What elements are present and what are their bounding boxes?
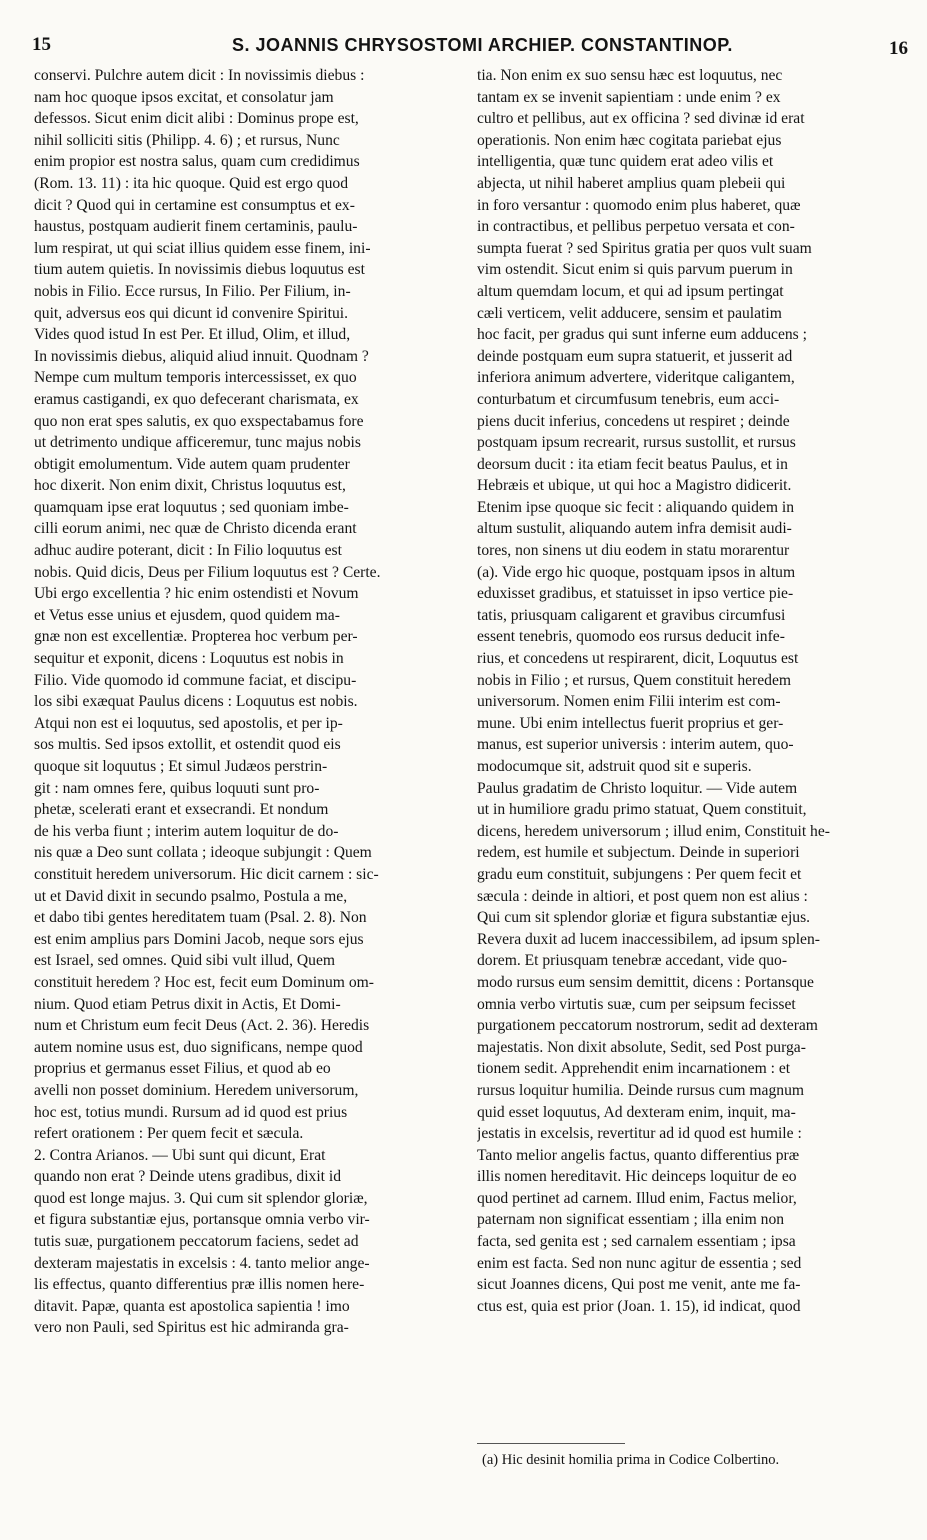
- right-column-line: sæcula : deinde in altiori, et post quem non est alius :: [477, 887, 808, 905]
- left-column-line: num et Christum eum fecit Deus (Act. 2. 36). Heredis: [34, 1017, 370, 1035]
- left-column-line: quod est longe majus. 3. Qui cum sit splendor gloriæ,: [34, 1189, 368, 1207]
- left-column-line: dexteram majestatis in excelsis : 4. tanto melior ange-: [34, 1254, 370, 1272]
- right-column-line: tionem sedit. Apprehendit enim incarnationem : et: [477, 1060, 791, 1078]
- left-column-line: ut detrimento undique afficeremur, tunc majus nobis: [34, 434, 361, 452]
- right-column-line: facta, sed genita est ; sed carnalem essentiam ; ipsa: [477, 1233, 796, 1251]
- left-column-line: enim propior est nostra salus, quam cum credidimus: [34, 153, 360, 171]
- left-column-line: avelli non posset dominium. Heredem universorum,: [34, 1081, 359, 1099]
- left-column-line: ut et David dixit in secundo psalmo, Postula a me,: [34, 887, 348, 905]
- right-column-line: sicut Joannes dicens, Qui post me venit, ante me fa-: [477, 1276, 801, 1294]
- left-column-line: dicit ? Quod qui in certamine est consumptus et ex-: [34, 196, 355, 214]
- right-column-line: redem, est humile et subjectum. Deinde in superiori: [477, 844, 800, 862]
- left-column-line: lis effectus, quanto differentius præ illis nomen here-: [34, 1276, 365, 1294]
- left-column-line: conservi. Pulchre autem dicit : In novissimis diebus :: [34, 67, 365, 84]
- right-column-line: purgationem peccatorum nostrorum, sedit ad dexteram: [477, 1017, 818, 1035]
- right-column-line: Tanto melior angelis factus, quanto differentius præ: [477, 1146, 800, 1164]
- left-column-line: sequitur et exponit, dicens : Loquutus est nobis in: [34, 650, 344, 668]
- left-column-line: cilli eorum animi, nec quæ de Christo dicenda erant: [34, 520, 357, 538]
- left-column-line: refert orationem : Per quem fecit et sæcula.: [34, 1125, 304, 1143]
- left-column-line: haustus, postquam audierit finem certaminis, paulu-: [34, 218, 358, 236]
- left-column-line: ditavit. Papæ, quanta est apostolica sapientia ! imo: [34, 1297, 350, 1315]
- left-column: [34, 65, 442, 1339]
- left-column-line: eramus castigandi, ex quo defecerant charismata, ex: [34, 390, 359, 408]
- right-column-line: deinde postquam eum supra statuerit, et jusserit ad: [477, 347, 793, 365]
- left-column-line: sos multis. Sed ipsos extollit, et ostendit quod eis: [34, 736, 341, 754]
- right-column-line: operationis. Non enim hæc cogitata pariebat ejus: [477, 131, 782, 149]
- left-column-line: Atqui non est ei loquutus, sed apostolis, et per ip-: [34, 714, 343, 732]
- left-column-line: adhuc audire poterant, dicit : In Filio loquutus est: [34, 542, 342, 560]
- left-column-line: phetæ, scelerati erant et exsecrandi. Et nondum: [34, 801, 329, 819]
- right-column-line: quod pertinet ad carnem. Illud enim, Factus melior,: [477, 1189, 797, 1207]
- right-column-line: ctus est, quia est prior (Joan. 1. 15), id indicat, quod: [477, 1297, 801, 1315]
- left-column-line: hoc est, totius mundi. Rursum ad id quod est prius: [34, 1103, 348, 1121]
- right-column-line: gradu eum constituit, subjungens : Per quem fecit et: [477, 865, 802, 883]
- right-column-line: modo rursus eum sensim demittit, dicens : Portansque: [477, 973, 814, 991]
- right-column-line: deorsum ducit : ita etiam fecit beatus Paulus, et in: [477, 455, 788, 473]
- left-column-line: defessos. Sicut enim dicit alibi : Dominus prope est,: [34, 110, 359, 128]
- right-column-line: Paulus gradatim de Christo loquitur. — Vide autem: [477, 779, 798, 797]
- right-column-line: cæli verticem, velit adducere, sensim et paulatim: [477, 304, 782, 322]
- left-column-line: quo non erat spes salutis, ex quo exspectabamus fore: [34, 412, 364, 430]
- left-column-line: (Rom. 13. 11) : ita hic quoque. Quid est ergo quod: [34, 174, 348, 192]
- right-column-line: postquam ipsum recrearit, rursus sustollit, et rursus: [477, 434, 796, 452]
- running-title: S. JOANNIS CHRYSOSTOMI ARCHIEP. CONSTANTINOP.: [232, 35, 733, 55]
- right-column-line: tores, non sinens ut diu eodem in statu morarentur: [477, 542, 790, 560]
- left-column-line: autem nomine usus est, duo significans, nempe quod: [34, 1038, 363, 1056]
- left-column-line: Vides quod istud In est Per. Et illud, Olim, et illud,: [34, 326, 351, 344]
- left-column-line: est enim amplius pars Domini Jacob, neque sors ejus: [34, 930, 364, 948]
- right-column-line: tantam ex se invenit sapientiam : unde enim ? ex: [477, 88, 781, 106]
- footnote: (a) Hic desinit homilia prima in Codice Colbertino.: [482, 1452, 780, 1468]
- right-column-line: majestatis. Non dixit absolute, Sedit, sed Post purga-: [477, 1038, 806, 1056]
- right-column-line: sumpta fuerat ? sed Spiritus gratia per quos vult suam: [477, 239, 812, 257]
- right-column-line: rursus loquitur humilia. Deinde rursus cum magnum: [477, 1081, 804, 1099]
- right-column-line: tia. Non enim ex suo sensu hæc est loquutus, nec: [477, 67, 783, 84]
- right-column-line: dicens, heredem universorum ; illud enim, Constituit he-: [477, 822, 830, 840]
- left-column-line: git : nam omnes fere, quibus loquuti sunt pro-: [34, 779, 320, 797]
- right-column-line: quid esset loquutus, Ad dexteram enim, inquit, ma-: [477, 1103, 796, 1121]
- right-column-line: in contractibus, et pellibus perpetuo versata et con-: [477, 218, 795, 236]
- right-column-line: essent tenebris, quomodo eos rursus deducit infe-: [477, 628, 785, 646]
- left-column-line: quando non erat ? Deinde utens gradibus, dixit id: [34, 1168, 342, 1186]
- running-header: [32, 34, 908, 62]
- left-column-line: nihil solliciti sitis (Philipp. 4. 6) ; et rursus, Nunc: [34, 131, 340, 149]
- left-column-line: quamquam ipse erat loquutus ; sed quoniam imbe-: [34, 498, 349, 516]
- left-column-line: lum respirat, ut qui sciat illius quidem esse finem, ini-: [34, 239, 371, 257]
- left-column-line: et Vetus esse unius et ejusdem, quod quidem ma-: [34, 606, 340, 624]
- right-column-line: vim ostendit. Sicut enim si quis parvum puerum in: [477, 261, 793, 279]
- left-column-line: constituit heredem ? Hoc est, fecit eum Dominum om-: [34, 973, 374, 991]
- right-column-line: Qui cum sit splendor gloriæ et figura substantiæ ejus.: [477, 909, 811, 927]
- left-column-line: nobis. Quid dicis, Deus per Filium loquutus est ? Certe.: [34, 563, 381, 581]
- right-column-line: abjecta, ut nihil haberet amplius quam plebeii qui: [477, 174, 786, 192]
- right-column-line: eduxisset gradibus, et statuisset in ipso vertice pie-: [477, 585, 794, 603]
- right-column-line: illis nomen hereditavit. Hic deinceps loquitur de eo: [477, 1168, 797, 1186]
- right-column-line: Hebræis et ubique, ut qui hoc a Magistro didicerit.: [477, 477, 792, 495]
- right-column-line: universorum. Nomen enim Filii interim est com-: [477, 693, 781, 711]
- right-column-line: rius, et concedens ut respirarent, dicit, Loquutus est: [477, 650, 799, 668]
- right-column-line: nobis in Filio ; et rursus, Quem constituit heredem: [477, 671, 792, 689]
- right-column-line: modocumque sit, adstruit quod sit e superis.: [477, 758, 752, 775]
- right-column-line: ut in humiliore gradu primo statuat, Quem constituit,: [477, 801, 807, 819]
- right-column: [477, 65, 887, 1317]
- left-column-line: et dabo tibi gentes hereditatem tuam (Psal. 2. 8). Non: [34, 909, 367, 927]
- right-column-line: manus, est superior universis : interim autem, quo-: [477, 736, 794, 754]
- right-column-line: dorem. Et priusquam tenebræ accedant, vide quo-: [477, 952, 788, 970]
- left-column-line: nium. Quod etiam Petrus dixit in Actis, Et Domi-: [34, 995, 341, 1013]
- right-column-line: piens ducit inferius, concedens ut respiret ; deinde: [477, 412, 790, 430]
- right-column-line: enim est facta. Sed non nunc agitur de essentia ; sed: [477, 1254, 802, 1272]
- right-column-line: hoc facit, per gradus qui sunt inferne eum adducens ;: [477, 326, 807, 344]
- right-column-line: omnia verbo virtutis suæ, cum per seipsum fecisset: [477, 995, 796, 1013]
- right-column-line: intelligentia, quæ tunc quidem erat adeo vilis et: [477, 153, 774, 171]
- left-column-line: tutis suæ, purgationem peccatorum faciens, sedet ad: [34, 1233, 359, 1251]
- right-column-line: in foro versantur : quomodo enim plus haberet, quæ: [477, 196, 801, 214]
- left-column-line: hoc dixerit. Non enim dixit, Christus loquutus est,: [34, 477, 346, 495]
- left-column-line: Filio. Vide quomodo id commune faciat, et discipu-: [34, 671, 357, 689]
- left-column-line: constituit heredem universorum. Hic dicit carnem : sic-: [34, 865, 379, 883]
- left-column-line: obtigit emolumentum. Vide autem quam prudenter: [34, 455, 350, 473]
- left-column-line: nobis in Filio. Ecce rursus, In Filio. Per Filium, in-: [34, 282, 351, 300]
- left-column-line: tium autem quietis. In novissimis diebus loquutus est: [34, 261, 365, 279]
- left-column-line: vero non Pauli, sed Spiritus est hic admiranda gra-: [34, 1319, 349, 1337]
- right-column-line: Etenim ipse quoque sic fecit : aliquando quidem in: [477, 498, 794, 516]
- right-column-line: jestatis in excelsis, revertitur ad id quod est humile :: [477, 1125, 802, 1143]
- right-column-line: cultro et pellibus, aut ex officina ? sed divinæ id erat: [477, 110, 805, 128]
- left-column-line: est Israel, sed omnes. Quid sibi vult illud, Quem: [34, 952, 336, 970]
- right-column-line: conturbatum et circumfusum tenebris, eum acci-: [477, 390, 780, 408]
- left-column-line: 2. Contra Arianos. — Ubi sunt qui dicunt, Erat: [34, 1146, 326, 1164]
- right-column-line: altum quemdam locum, et qui ad ipsum pertingat: [477, 282, 784, 300]
- right-column-line: altum sustulit, aliquando autem infra demisit audi-: [477, 520, 792, 538]
- page-number-left: 15: [32, 34, 51, 55]
- left-column-line: Ubi ergo excellentia ? hic enim ostendisti et Novum: [34, 585, 359, 603]
- left-column-line: nam hoc quoque ipsos excitat, et consolatur jam: [34, 88, 334, 106]
- right-column-line: paternam non significat essentiam ; illa enim non: [477, 1211, 785, 1229]
- left-column-line: nis quæ a Deo sunt collata ; ideoque subjungit : Quem: [34, 844, 372, 862]
- footnote-rule: [477, 1443, 625, 1444]
- right-column-line: inferiora animum advertere, videritque caligantem,: [477, 369, 795, 387]
- left-column-line: de his verba fiunt ; interim autem loquitur de do-: [34, 822, 339, 840]
- right-column-line: tatis, priusquam caligarent et gravibus circumfusi: [477, 606, 786, 624]
- left-column-line: quoque sit loquutus ; Et simul Judæos perstrin-: [34, 758, 328, 775]
- right-column-line: mune. Ubi enim intellectus fuerit proprius et ger-: [477, 714, 784, 732]
- left-column-line: gnæ non est excellentiæ. Propterea hoc verbum per-: [34, 628, 358, 646]
- left-column-line: quit, adversus eos qui dicunt id convenire Spiritui.: [34, 304, 348, 322]
- left-column-line: et figura substantiæ ejus, portansque omnia verbo vir-: [34, 1211, 370, 1229]
- right-column-line: Revera duxit ad lucem inaccessibilem, ad ipsum splen-: [477, 930, 820, 948]
- right-column-line: (a). Vide ergo hic quoque, postquam ipsos in altum: [477, 563, 796, 581]
- left-column-line: In novissimis diebus, aliquid aliud innuit. Quodnam ?: [34, 347, 369, 365]
- left-column-line: los sibi exæquat Paulus dicens : Loquutus est nobis.: [34, 693, 358, 711]
- left-column-line: proprius et germanus esset Filius, et quod ab eo: [34, 1060, 331, 1078]
- left-column-line: Nempe cum multum temporis intercessisset, ex quo: [34, 369, 357, 387]
- page-number-right: 16: [889, 38, 908, 59]
